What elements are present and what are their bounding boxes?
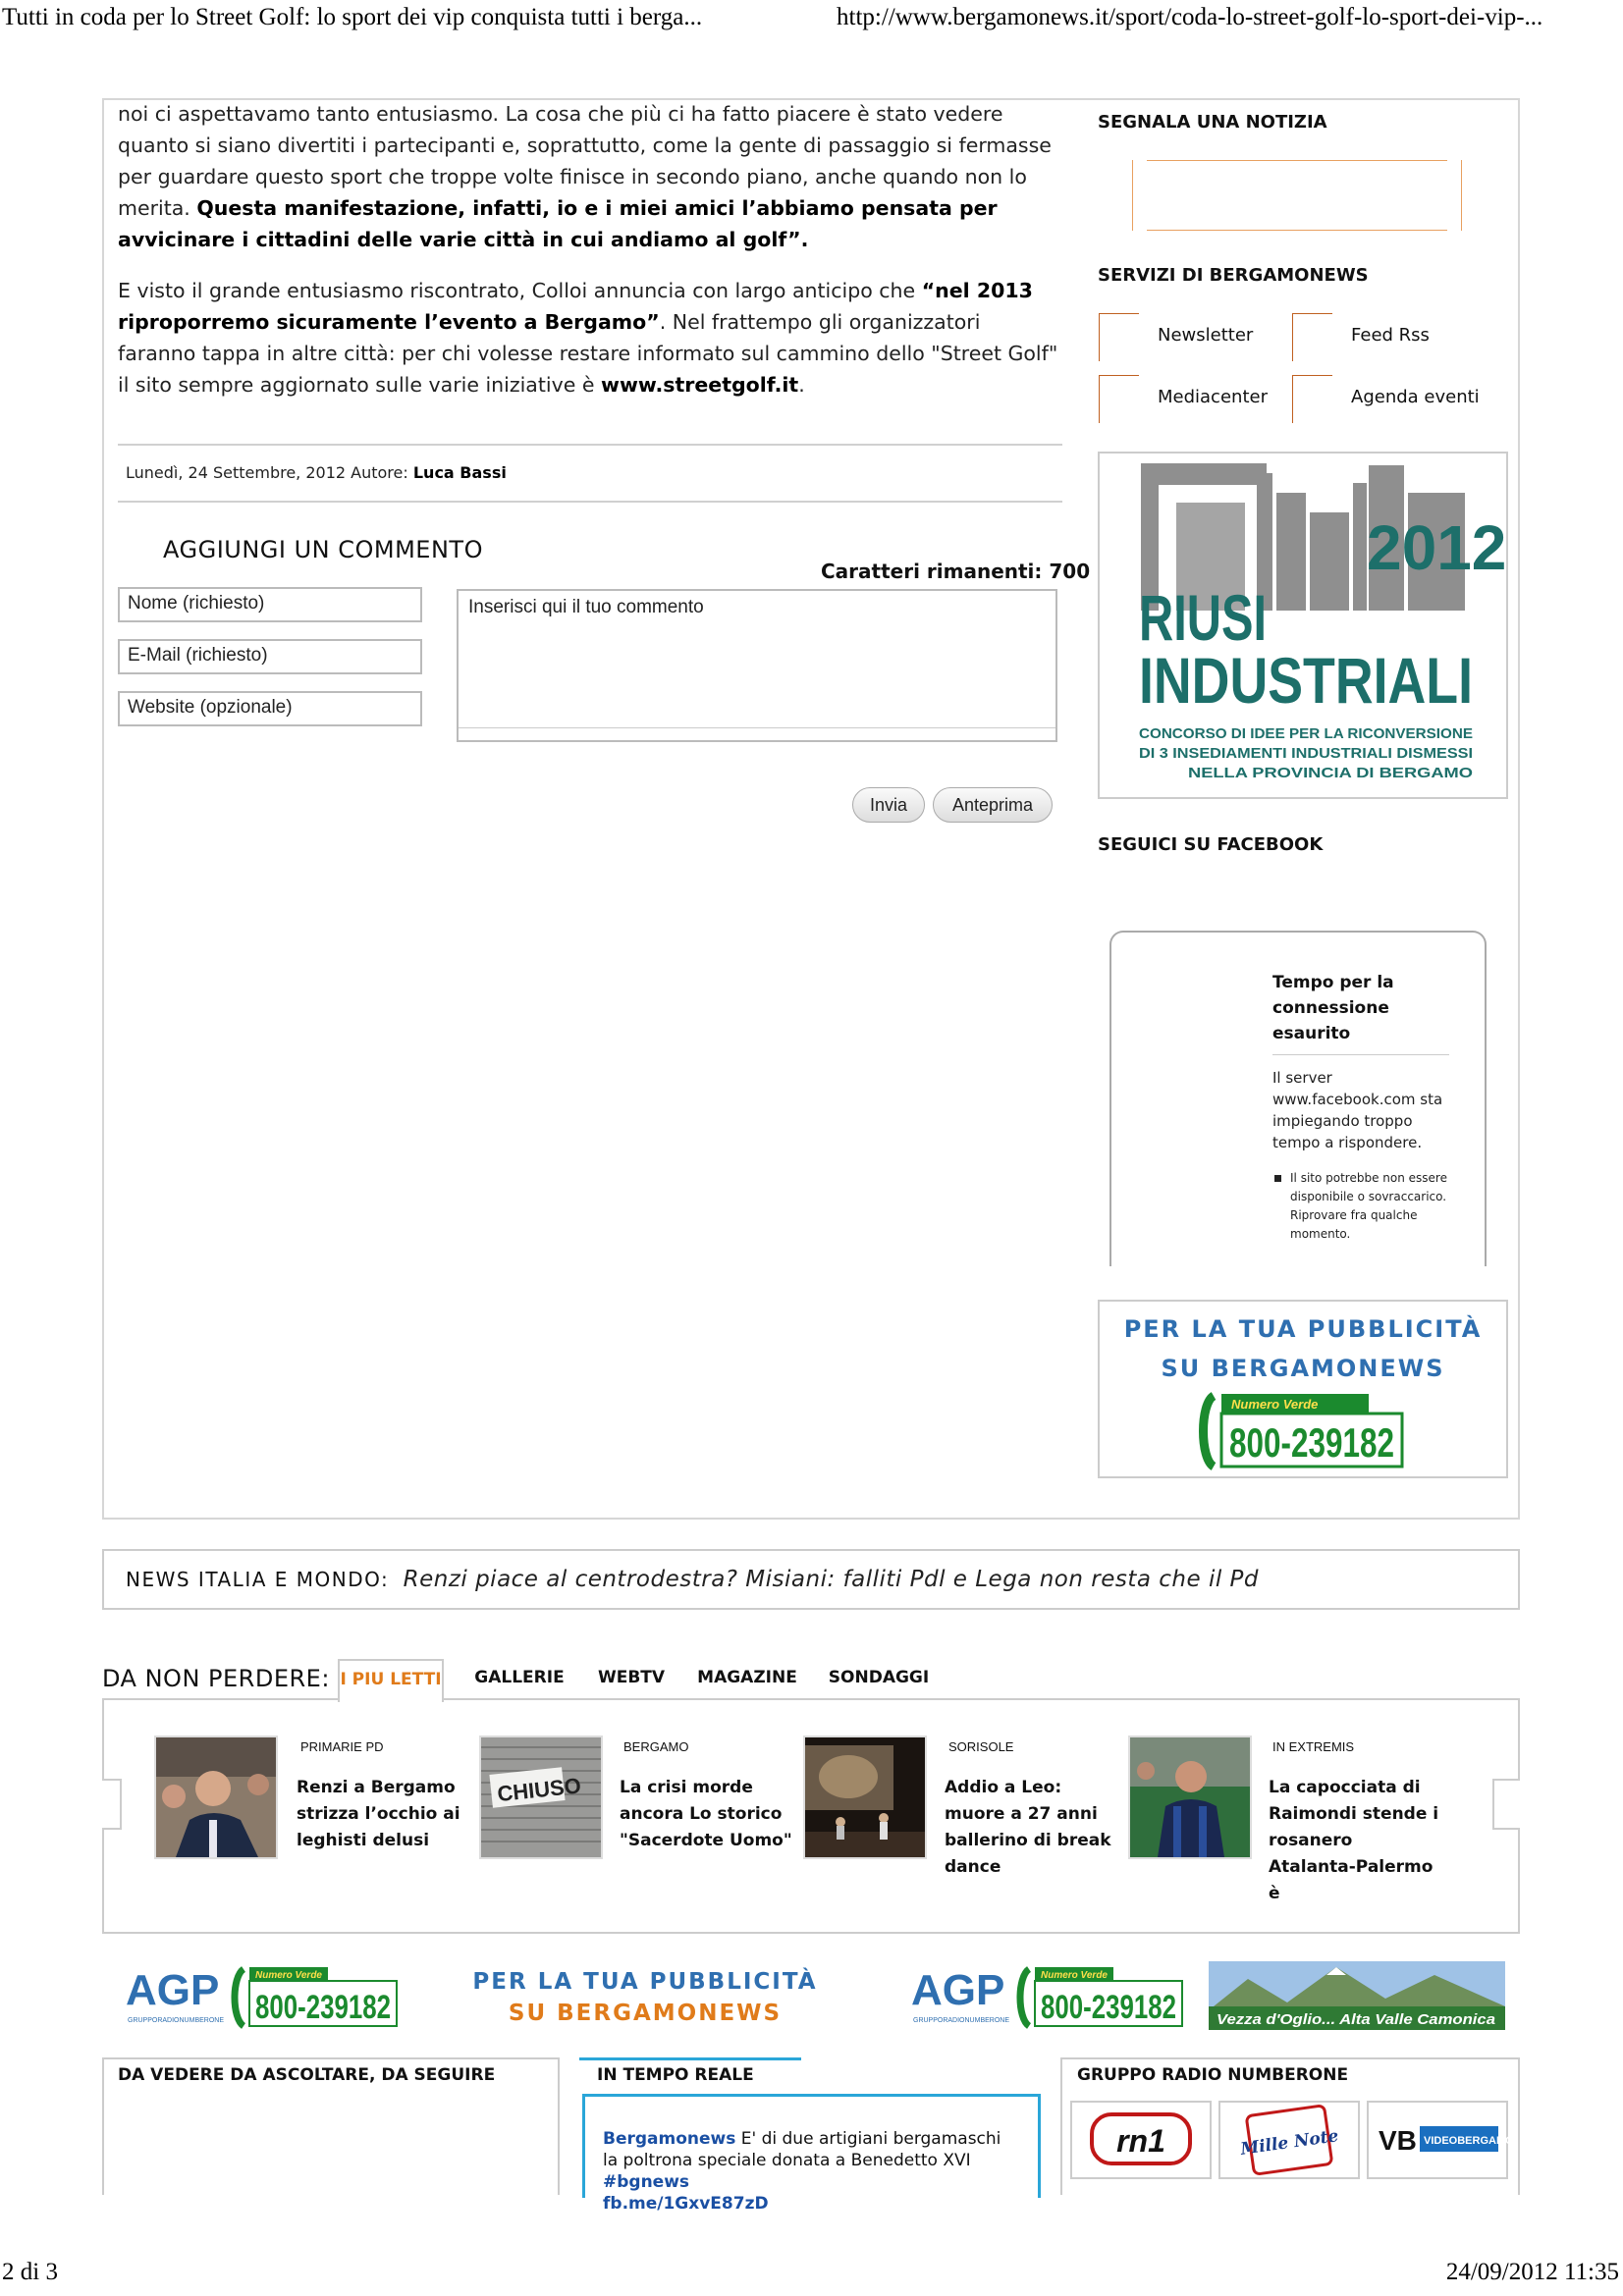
riusi-sub-2: DI 3 INSEDIAMENTI INDUSTRIALI DISMESSI [1139, 745, 1473, 762]
preview-button[interactable]: Anteprima [933, 787, 1053, 823]
agp-ad-banner-1[interactable] [124, 1961, 403, 2030]
ad-phone-number: 800-239182 [1229, 1419, 1394, 1466]
facebook-error [1272, 970, 1449, 1244]
news-ticker-label: NEWS ITALIA E MONDO: [126, 1568, 390, 1591]
print-datetime: 24/09/2012 11:35 [1445, 2259, 1619, 2285]
agp-ad-graphic [124, 1961, 403, 2030]
print-page-url: http://www.bergamonews.it/sport/coda-lo-street-golf-lo-sport-dei-vip-... [837, 4, 1543, 30]
print-page-title: Tutti in coda per lo Street Golf: lo sport dei vip conquista tutti i berga... [2, 4, 703, 30]
send-button[interactable]: Invia [852, 787, 925, 823]
card-category: SORISOLE [948, 1739, 1014, 1754]
agp-verde-label: Numero Verde [1041, 1970, 1108, 1981]
carousel-next-arrow[interactable] [1492, 1779, 1520, 1830]
closed-sign-text: CHIUSO [496, 1773, 582, 1807]
facebook-widget [1109, 931, 1487, 1266]
article-paragraph: noi ci aspettavamo tanto entusiasmo. La cosa che più ci ha fatto piacere è stato vedere quanto si siano divertiti i partecipanti e, soprattutto, come la gente di passaggio si fermasse per guardare questo sport che troppe volte finisce in secondo piano, anche quando non lo merita. Questa manifestazione, infatti, io e i miei amici l’abbiamo pensata per avvicinare i cittadini delle varie città in cui andiamo al golf”. [118, 102, 1052, 251]
radio-group-title: GRUPPO RADIO NUMBERONE [1077, 2065, 1349, 2085]
tab-polls[interactable]: SONDAGGI [828, 1668, 930, 1687]
news-ticker[interactable] [102, 1549, 1520, 1610]
tab-magazine[interactable]: MAGAZINE [697, 1668, 797, 1687]
dont-miss-label: DA NON PERDERE: [102, 1665, 330, 1692]
agp-logo-subtitle: GRUPPORADIONUMBERONE [128, 2017, 225, 2024]
card-category: PRIMARIE PD [300, 1739, 384, 1754]
ad-line-2: SU BERGAMONEWS [1161, 1355, 1445, 1382]
facebook-error-title: Tempo per la connessione esaurito [1272, 970, 1449, 1055]
tab-galleries[interactable]: GALLERIE [474, 1668, 565, 1687]
services-heading: SERVIZI DI BERGAMONEWS [1098, 265, 1369, 286]
svg-text:VB: VB [1379, 2125, 1417, 2156]
agp-phone-number: 800-239182 [1041, 1989, 1176, 2026]
bergamonews-ad-banner[interactable] [444, 1961, 846, 2030]
shop-closed-photo-icon [481, 1737, 601, 1857]
agp-ad-banner-2[interactable] [909, 1961, 1188, 2030]
tab-webtv[interactable]: WEBTV [597, 1668, 666, 1687]
email-field[interactable]: E-Mail (richiesto) [118, 639, 422, 674]
riusi-sub-1: CONCORSO DI IDEE PER LA RICONVERSIONE [1139, 725, 1473, 742]
comment-textarea[interactable]: Inserisci qui il tuo commento [457, 589, 1057, 742]
tweet-hashtag[interactable]: #bgnews [603, 2172, 690, 2192]
mediacenter-link[interactable]: Mediacenter [1099, 375, 1291, 422]
videobergamo-logo-text: VIDEOBERGAMO [1424, 2135, 1514, 2147]
facebook-error-note: Il sito potrebbe non essere disponibile o sovraccarico. Riprovare fra qualche momento. [1272, 1169, 1449, 1244]
rn1-logo-text: rn1 [1116, 2123, 1165, 2159]
agp-logo-subtitle: GRUPPORADIONUMBERONE [913, 2017, 1010, 2024]
print-header [0, 4, 1623, 37]
agp-phone-number: 800-239182 [255, 1989, 391, 2026]
millenote-logo-text: Mille Note [1239, 2126, 1340, 2160]
card-category: BERGAMO [623, 1739, 689, 1754]
card-title[interactable]: La capocciata di Raimondi stende i rosanero Atalanta-Palermo è [1269, 1778, 1439, 1903]
card-thumbnail[interactable] [479, 1735, 603, 1859]
article-author[interactable]: Luca Bassi [412, 463, 507, 482]
vezza-ad-graphic [1209, 1961, 1505, 2030]
millenote-icon [1220, 2103, 1358, 2177]
card-title[interactable]: La crisi morde ancora Lo storico "Sacerdote Uomo" [620, 1778, 792, 1850]
videobergamo-icon [1369, 2103, 1514, 2177]
feed-rss-link[interactable]: Feed Rss [1292, 313, 1485, 360]
card-thumbnail[interactable] [803, 1735, 927, 1859]
tweet-card[interactable] [582, 2094, 1041, 2214]
news-ticker-headline[interactable]: Renzi piace al centrodestra? Misiani: falliti Pdl e Lega non resta che il Pd [403, 1567, 1260, 1592]
agp-logo-text: AGP [126, 1966, 220, 2014]
agp-verde-label: Numero Verde [255, 1970, 322, 1981]
advertising-graphic [1100, 1302, 1506, 1476]
renzi-photo-icon [156, 1737, 276, 1857]
bergamonews-ad-graphic [444, 1961, 846, 2030]
riusi-industriali-banner[interactable] [1098, 452, 1508, 799]
advertising-banner[interactable] [1098, 1300, 1508, 1478]
article-body [118, 98, 1060, 420]
vezza-ad-banner[interactable] [1209, 1961, 1505, 2030]
print-page-number: 2 di 3 [2, 2259, 58, 2285]
riusi-industriali-graphic [1100, 454, 1506, 797]
riusi-title-1: RIUSI [1139, 581, 1267, 654]
phone-icon [1204, 1396, 1215, 1467]
football-photo-icon [1130, 1737, 1250, 1857]
watch-listen-title: DA VEDERE DA ASCOLTARE, DA SEGUIRE [118, 2065, 496, 2085]
videobergamo-logo[interactable] [1367, 2101, 1514, 2179]
numero-verde-label: Numero Verde [1231, 1397, 1319, 1412]
report-news-heading: SEGNALA UNA NOTIZIA [1098, 112, 1327, 133]
facebook-error-body: Il server www.facebook.com sta impiegando troppo tempo a rispondere. [1272, 1069, 1443, 1151]
chars-remaining: Caratteri rimanenti: 700 [821, 560, 1091, 583]
card-thumbnail[interactable] [1128, 1735, 1252, 1859]
agenda-eventi-link[interactable]: Agenda eventi [1292, 375, 1485, 422]
newsletter-link[interactable]: Newsletter [1099, 313, 1291, 360]
ad-strip-line-2: SU BERGAMONEWS [508, 2001, 783, 2026]
rn1-logo[interactable] [1070, 2101, 1212, 2179]
realtime-title: IN TEMPO REALE [597, 2065, 754, 2085]
ad-strip-line-1: PER LA TUA PUBBLICITÀ [472, 1969, 818, 1995]
millenote-logo[interactable] [1218, 2101, 1360, 2179]
comment-section-title: AGGIUNGI UN COMMENTO [163, 536, 483, 563]
riusi-title-2: INDUSTRIALI [1139, 644, 1473, 717]
article-paragraph: E visto il grande entusiasmo riscontrato, Colloi annuncia con largo anticipo che “nel 2013 riproporremo sicuramente l’evento a Bergamo”. Nel frattempo gli organizzatori faranno tappa in altre città: per chi volesse restare informato sul cammino dello "Street Golf" il sito sempre aggiornato sulle varie iniziative è www.streetgolf.it. [118, 279, 1058, 397]
print-footer [0, 2259, 1623, 2292]
carousel-prev-arrow[interactable] [102, 1779, 122, 1830]
agp-logo-text: AGP [911, 1966, 1005, 2014]
tweet-text: E' di due artigiani bergamaschi la poltrona speciale donata a Benedetto XVI [603, 2129, 1001, 2170]
vezza-ad-text: Vezza d'Oglio... Alta Valle Camonica [1217, 2011, 1495, 2028]
riusi-year: 2012 [1367, 512, 1507, 583]
name-field[interactable]: Nome (richiesto) [118, 587, 422, 622]
card-title[interactable]: Renzi a Bergamo strizza l’occhio ai leghisti delusi [297, 1778, 460, 1850]
facebook-heading: SEGUICI SU FACEBOOK [1098, 834, 1324, 855]
article-meta [118, 444, 1062, 503]
tweet-link[interactable]: fb.me/1GxvE87zD [603, 2194, 769, 2214]
agp-ad-graphic [909, 1961, 1188, 2030]
tab-most-read[interactable]: I PIU LETTI [338, 1659, 444, 1702]
card-thumbnail[interactable] [154, 1735, 278, 1859]
website-field[interactable]: Website (opzionale) [118, 691, 422, 726]
card-category: IN EXTREMIS [1272, 1739, 1355, 1754]
ad-line-1: PER LA TUA PUBBLICITÀ [1123, 1315, 1483, 1343]
streetgolf-link[interactable]: www.streetgolf.it [601, 373, 799, 397]
card-title[interactable]: Addio a Leo: muore a 27 anni ballerino di break dance [945, 1778, 1111, 1877]
rn1-icon [1072, 2103, 1210, 2177]
tweet-user[interactable]: Bergamonews [603, 2129, 736, 2149]
report-news-box[interactable] [1132, 160, 1462, 231]
riusi-sub-3: NELLA PROVINCIA DI BERGAMO [1188, 765, 1474, 781]
dance-photo-icon [805, 1737, 925, 1857]
article-date: Lunedì, 24 Settembre, 2012 Autore: [126, 463, 408, 482]
